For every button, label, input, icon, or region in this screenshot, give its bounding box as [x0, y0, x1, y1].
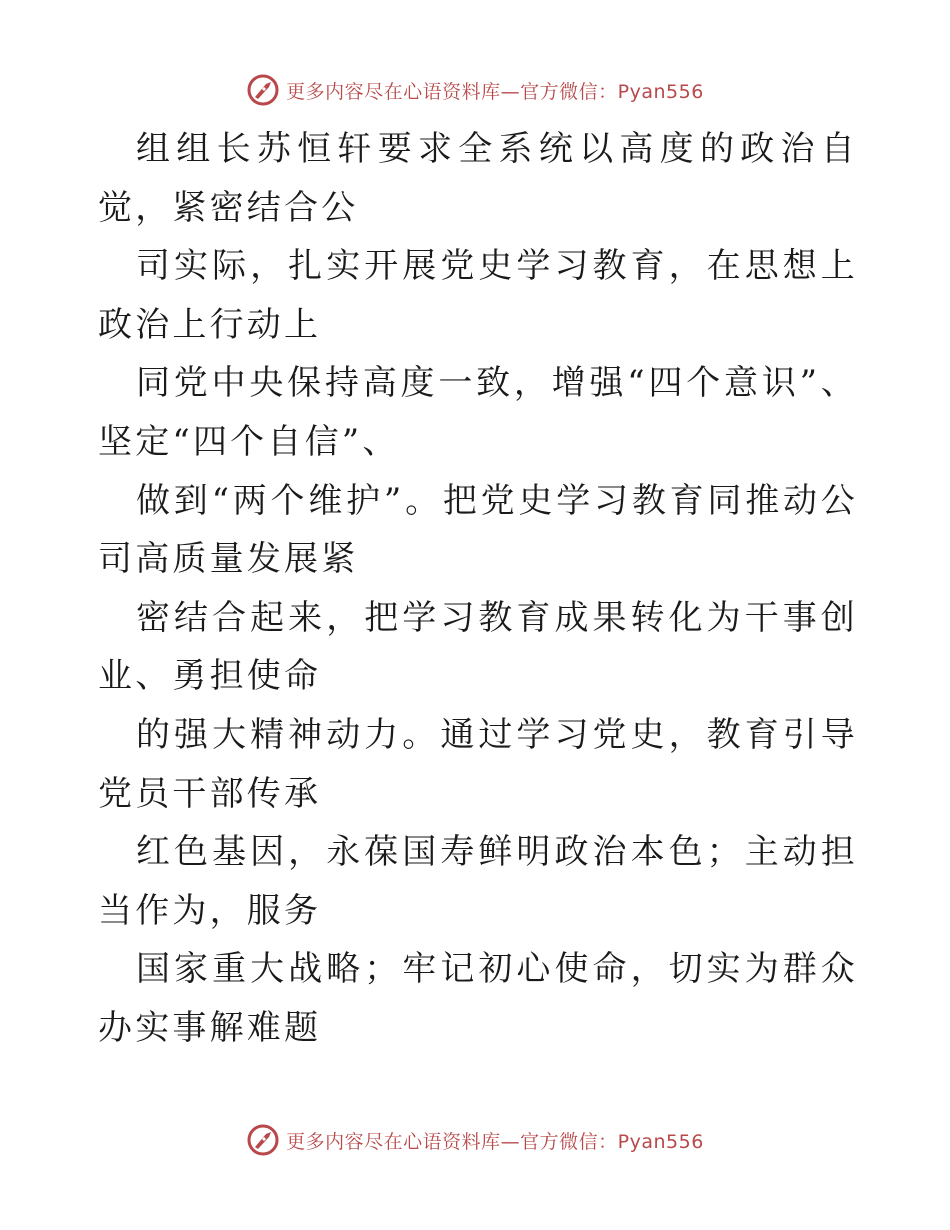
pen-nib-circle-icon	[246, 73, 280, 107]
paragraph: 同党中央保持高度一致，增强“四个意识”、坚定“四个自信”、	[98, 363, 858, 462]
paragraph: 红色基因，永葆国寿鲜明政治本色；主动担当作为，服务	[98, 832, 858, 931]
footer-watermark	[0, 1120, 950, 1160]
paragraph: 组组长苏恒轩要求全系统以高度的政治自觉，紧密结合公	[98, 129, 858, 228]
paragraph: 密结合起来，把学习教育成果转化为干事创业、勇担使命	[98, 597, 858, 697]
paragraph: 司实际，扎实开展党史学习教育，在思想上政治上行动上	[98, 246, 858, 345]
header-watermark	[0, 70, 950, 110]
paragraph: 国家重大战略；牢记初心使命，切实为群众办实事解难题	[98, 949, 858, 1048]
document-body	[98, 120, 858, 1058]
watermark-text: 更多内容尽在心语资料库—官方微信：Pyan556	[286, 80, 704, 103]
pen-nib-circle-icon	[246, 1123, 280, 1157]
watermark-text: 更多内容尽在心语资料库—官方微信：Pyan556	[286, 1130, 704, 1153]
paragraph: 的强大精神动力。通过学习党史，教育引导党员干部传承	[98, 714, 858, 814]
paragraph: 做到“两个维护”。把党史学习教育同推动公司高质量发展紧	[98, 480, 858, 580]
